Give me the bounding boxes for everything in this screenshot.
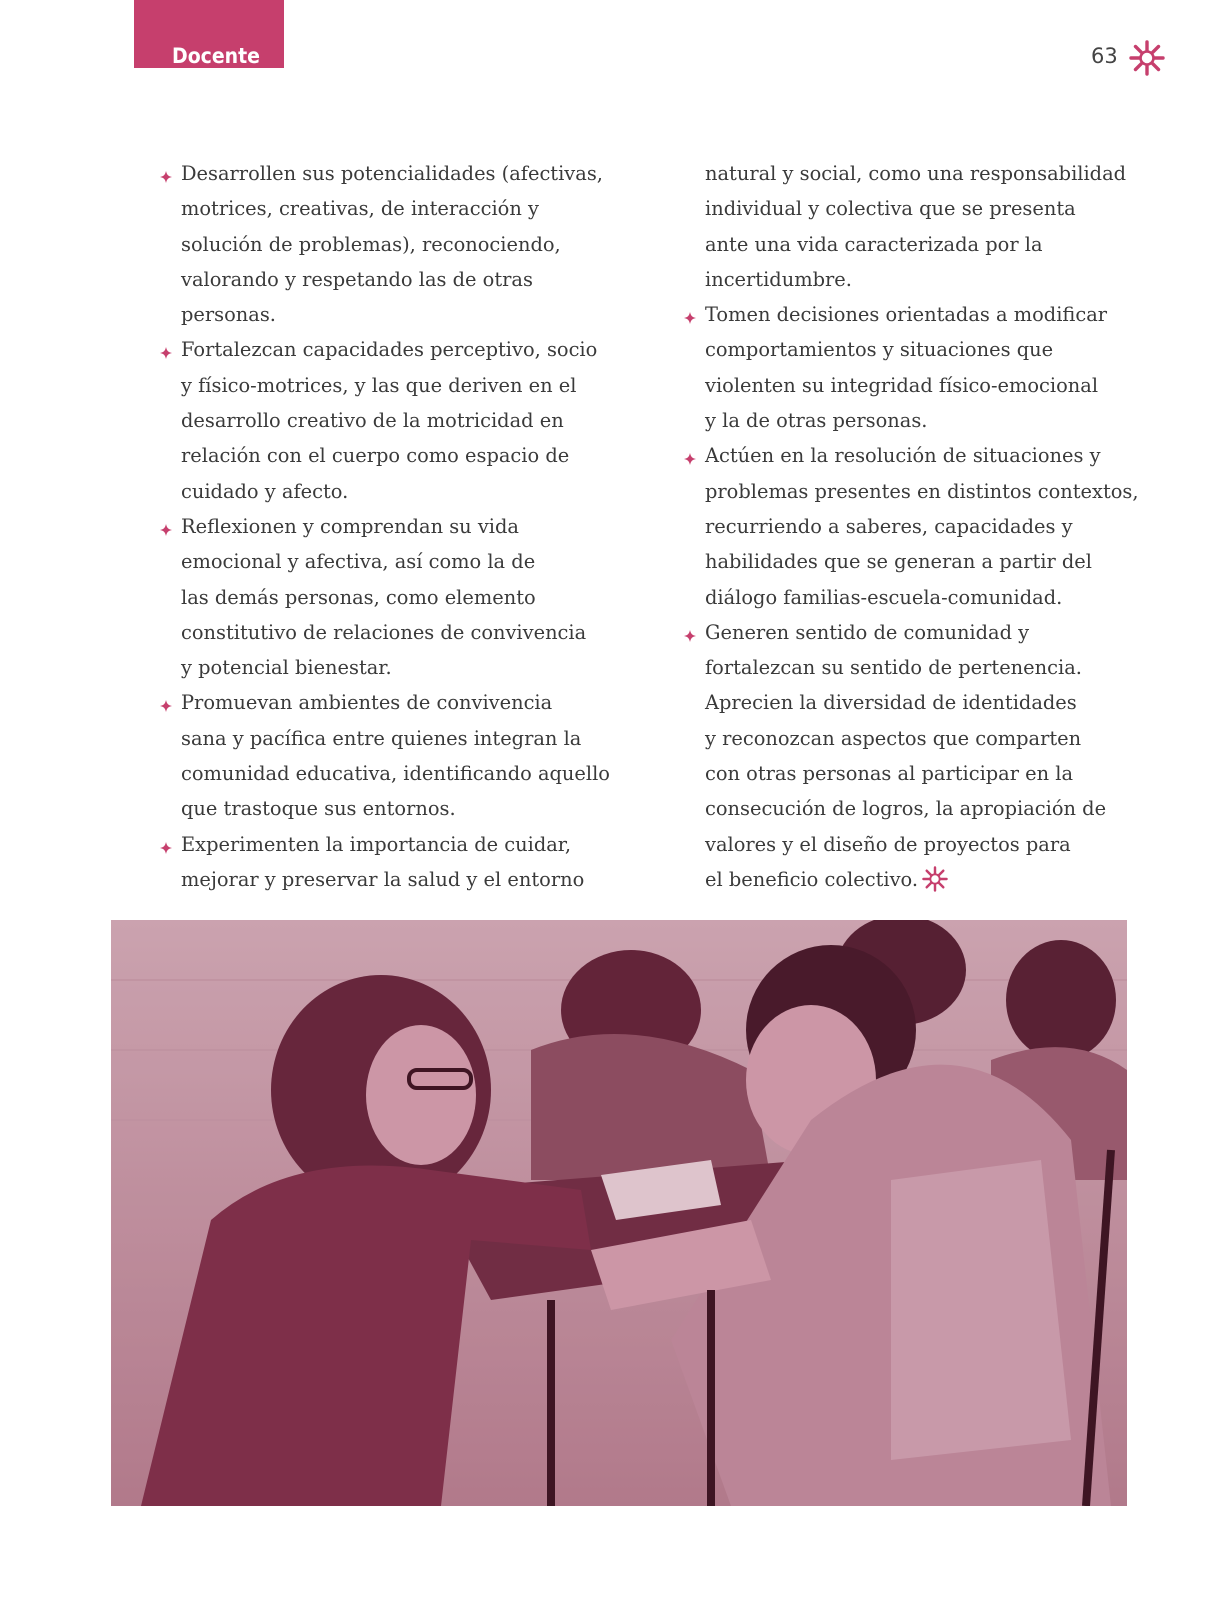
list-item xyxy=(684,297,1134,438)
continued-paragraph xyxy=(684,156,1134,297)
text-line: incertidumbre. xyxy=(705,267,852,291)
bullet-icon xyxy=(684,312,696,324)
text-line: con otras personas al participar en la xyxy=(705,762,1074,786)
bullet-icon xyxy=(160,700,172,712)
classroom-photo xyxy=(111,920,1127,1506)
bullet-icon xyxy=(684,630,696,642)
text-line: valorando y respetando las de otras xyxy=(181,267,533,291)
text-line: constitutivo de relaciones de convivencia xyxy=(181,620,587,644)
text-line: sana y pacífica entre quienes integran la xyxy=(181,726,582,750)
text-line: personas. xyxy=(181,303,276,327)
text-line: individual y colectiva que se presenta xyxy=(705,197,1076,221)
bullet-icon xyxy=(160,842,172,854)
text-line: y reconozcan aspectos que comparten xyxy=(705,726,1082,750)
bullet-icon xyxy=(160,171,172,183)
text-line xyxy=(684,862,1134,897)
text-line: valores y el diseño de proyectos para xyxy=(705,832,1071,856)
text-line: que trastoque sus entornos. xyxy=(181,797,456,821)
text-line: Desarrollen sus potencialidades (afectivas, xyxy=(181,162,603,185)
text-line: comunidad educativa, identificando aquello xyxy=(181,762,610,786)
text-line: diálogo familias-escuela-comunidad. xyxy=(705,585,1063,609)
section-label: Docente xyxy=(172,44,260,68)
text-line: relación con el cuerpo como espacio de xyxy=(181,444,570,468)
list-item xyxy=(160,156,610,332)
text-line: motrices, creativas, de interacción y xyxy=(181,197,539,221)
text-line: habilidades que se generan a partir del xyxy=(705,550,1092,574)
flower-asterisk-icon xyxy=(1129,40,1165,76)
text-line: ante una vida caracterizada por la xyxy=(705,232,1043,256)
text-line: problemas presentes en distintos contextos, xyxy=(705,479,1139,503)
text-line: Experimenten la importancia de cuidar, xyxy=(181,832,572,856)
text-line: natural y social, como una responsabilidad xyxy=(705,162,1127,185)
list-item xyxy=(160,509,610,685)
text-line: solución de problemas), reconociendo, xyxy=(181,232,561,256)
list-item xyxy=(160,332,610,508)
text-line: Generen sentido de comunidad y xyxy=(705,620,1030,644)
bullet-icon xyxy=(684,453,696,465)
list-item xyxy=(684,615,1134,897)
page-number: 63 xyxy=(1091,44,1118,68)
text-line: violenten su integridad físico-emocional xyxy=(705,373,1099,397)
text-line: y potencial bienestar. xyxy=(181,656,392,680)
text-line: comportamientos y situaciones que xyxy=(705,338,1054,362)
section-tab xyxy=(134,0,284,68)
bullet-icon xyxy=(160,347,172,359)
text-line: consecución de logros, la apropiación de xyxy=(705,797,1107,821)
right-column xyxy=(684,156,1139,897)
text-line: mejorar y preservar la salud y el entorno xyxy=(181,867,585,891)
text-line: recurriendo a saberes, capacidades y xyxy=(705,514,1073,538)
list-item xyxy=(684,438,1139,614)
text-line: las demás personas, como elemento xyxy=(181,585,536,609)
list-item xyxy=(160,827,610,898)
text-line: Actúen en la resolución de situaciones y xyxy=(705,444,1101,468)
text-line: Tomen decisiones orientadas a modificar xyxy=(705,303,1108,327)
closing-text: el beneficio colectivo. xyxy=(705,867,919,891)
text-line: Aprecien la diversidad de identidades xyxy=(705,691,1077,715)
text-line: y físico-motrices, y las que deriven en el xyxy=(181,373,577,397)
text-line: fortalezcan su sentido de pertenencia. xyxy=(705,656,1082,680)
text-line: desarrollo creativo de la motricidad en xyxy=(181,409,564,433)
text-line: Promuevan ambientes de convivencia xyxy=(181,691,553,715)
text-line: cuidado y afecto. xyxy=(181,479,349,503)
flower-asterisk-icon xyxy=(922,866,948,892)
text-line: Reflexionen y comprendan su vida xyxy=(181,514,519,538)
bullet-icon xyxy=(160,524,172,536)
list-item xyxy=(160,685,610,826)
left-column xyxy=(160,156,610,897)
photo-illustration xyxy=(111,920,1127,1506)
text-line: y la de otras personas. xyxy=(705,409,928,433)
text-line: emocional y afectiva, así como la de xyxy=(181,550,536,574)
text-line: Fortalezcan capacidades perceptivo, socio xyxy=(181,338,598,362)
